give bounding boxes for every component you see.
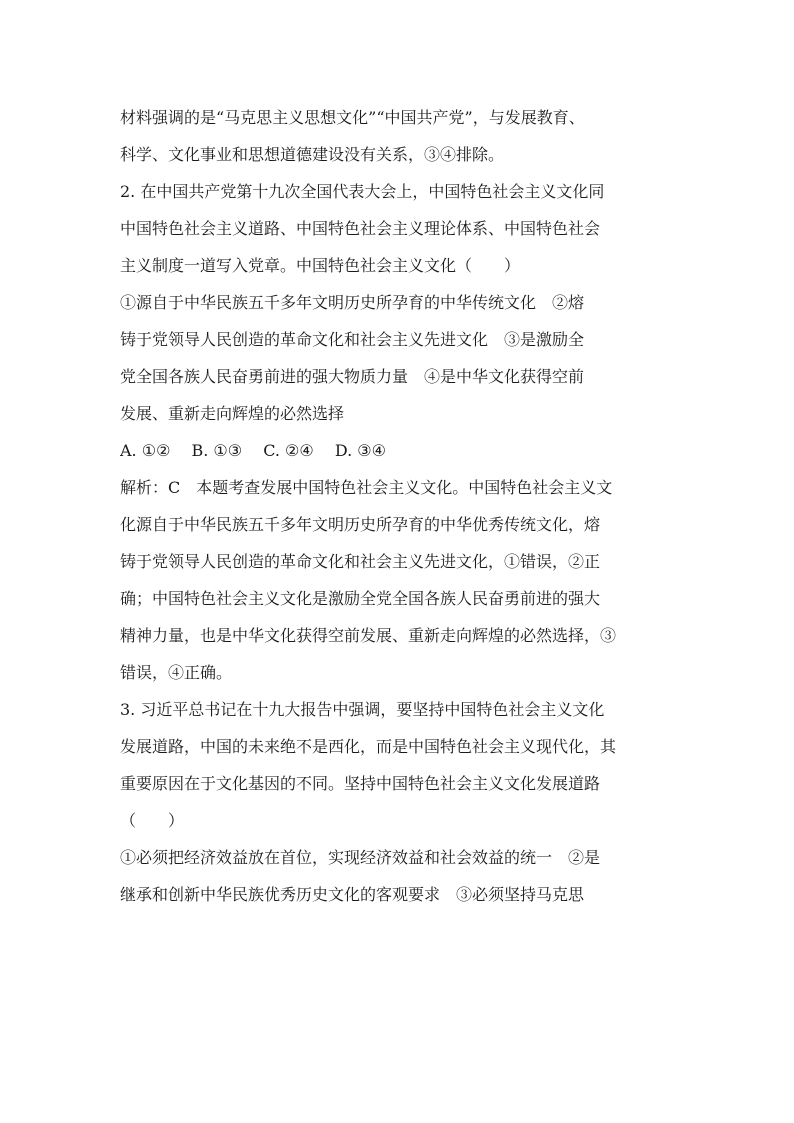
question-2-statements-line-4: 发展、重新走向辉煌的必然选择 [120, 404, 345, 423]
question-3-statements-line-2: 继承和创新中华民族优秀历史文化的客观要求 ③必须坚持马克思 [120, 885, 585, 904]
text-line-prev-explanation-1: 材料强调的是“马克思主义思想文化”“中国共产党”，与发展教育、 [120, 108, 585, 127]
question-2-stem-line-2: 中国特色社会主义道路、中国特色社会主义理论体系、中国特色社会 [120, 219, 601, 238]
question-2-stem-line-3: 主义制度一道写入党章。中国特色社会主义文化（ ） [120, 256, 521, 275]
document-body [120, 99, 680, 913]
question-3-statements-line-1: ①必须把经济效益放在首位，实现经济效益和社会效益的统一 ②是 [120, 848, 601, 867]
question-2-options: A. ①② B. ①③ C. ②④ D. ③④ [120, 441, 386, 460]
text-line-prev-explanation-2: 科学、文化事业和思想道德建设没有关系，③④排除。 [120, 145, 505, 164]
question-2-analysis-line-2: 化源自于中华民族五千多年文明历史所孕育的中华优秀传统文化，熔 [120, 515, 601, 534]
question-2-analysis-line-5: 精神力量，也是中华文化获得空前发展、重新走向辉煌的必然选择，③ [120, 626, 617, 645]
question-3-stem-line-1: 3. 习近平总书记在十九大报告中强调，要坚持中国特色社会主义文化 [120, 700, 605, 719]
question-3-blank: （ ） [120, 811, 185, 830]
question-2-statements-line-3: 党全国各族人民奋勇前进的强大物质力量 ④是中华文化获得空前 [120, 367, 585, 386]
question-2-analysis-line-6: 错误，④正确。 [120, 663, 233, 682]
question-2-analysis-line-3: 铸于党领导人民创造的革命文化和社会主义先进文化，①错误，②正 [120, 552, 601, 571]
question-2-statements-line-2: 铸于党领导人民创造的革命文化和社会主义先进文化 ③是激励全 [120, 330, 585, 349]
question-2-analysis-line-1: 解析：C 本题考查发展中国特色社会主义文化。中国特色社会主义文 [120, 478, 613, 497]
question-2-analysis-line-4: 确；中国特色社会主义文化是激励全党全国各族人民奋勇前进的强大 [120, 589, 601, 608]
question-3-stem-line-2: 发展道路，中国的未来绝不是西化，而是中国特色社会主义现代化，其 [120, 737, 617, 756]
question-3-stem-line-3: 重要原因在于文化基因的不同。坚持中国特色社会主义文化发展道路 [120, 774, 601, 793]
question-2-statements-line-1: ①源自于中华民族五千多年文明历史所孕育的中华传统文化 ②熔 [120, 293, 585, 312]
question-2-stem-line-1: 2. 在中国共产党第十九次全国代表大会上，中国特色社会主义文化同 [120, 182, 605, 201]
